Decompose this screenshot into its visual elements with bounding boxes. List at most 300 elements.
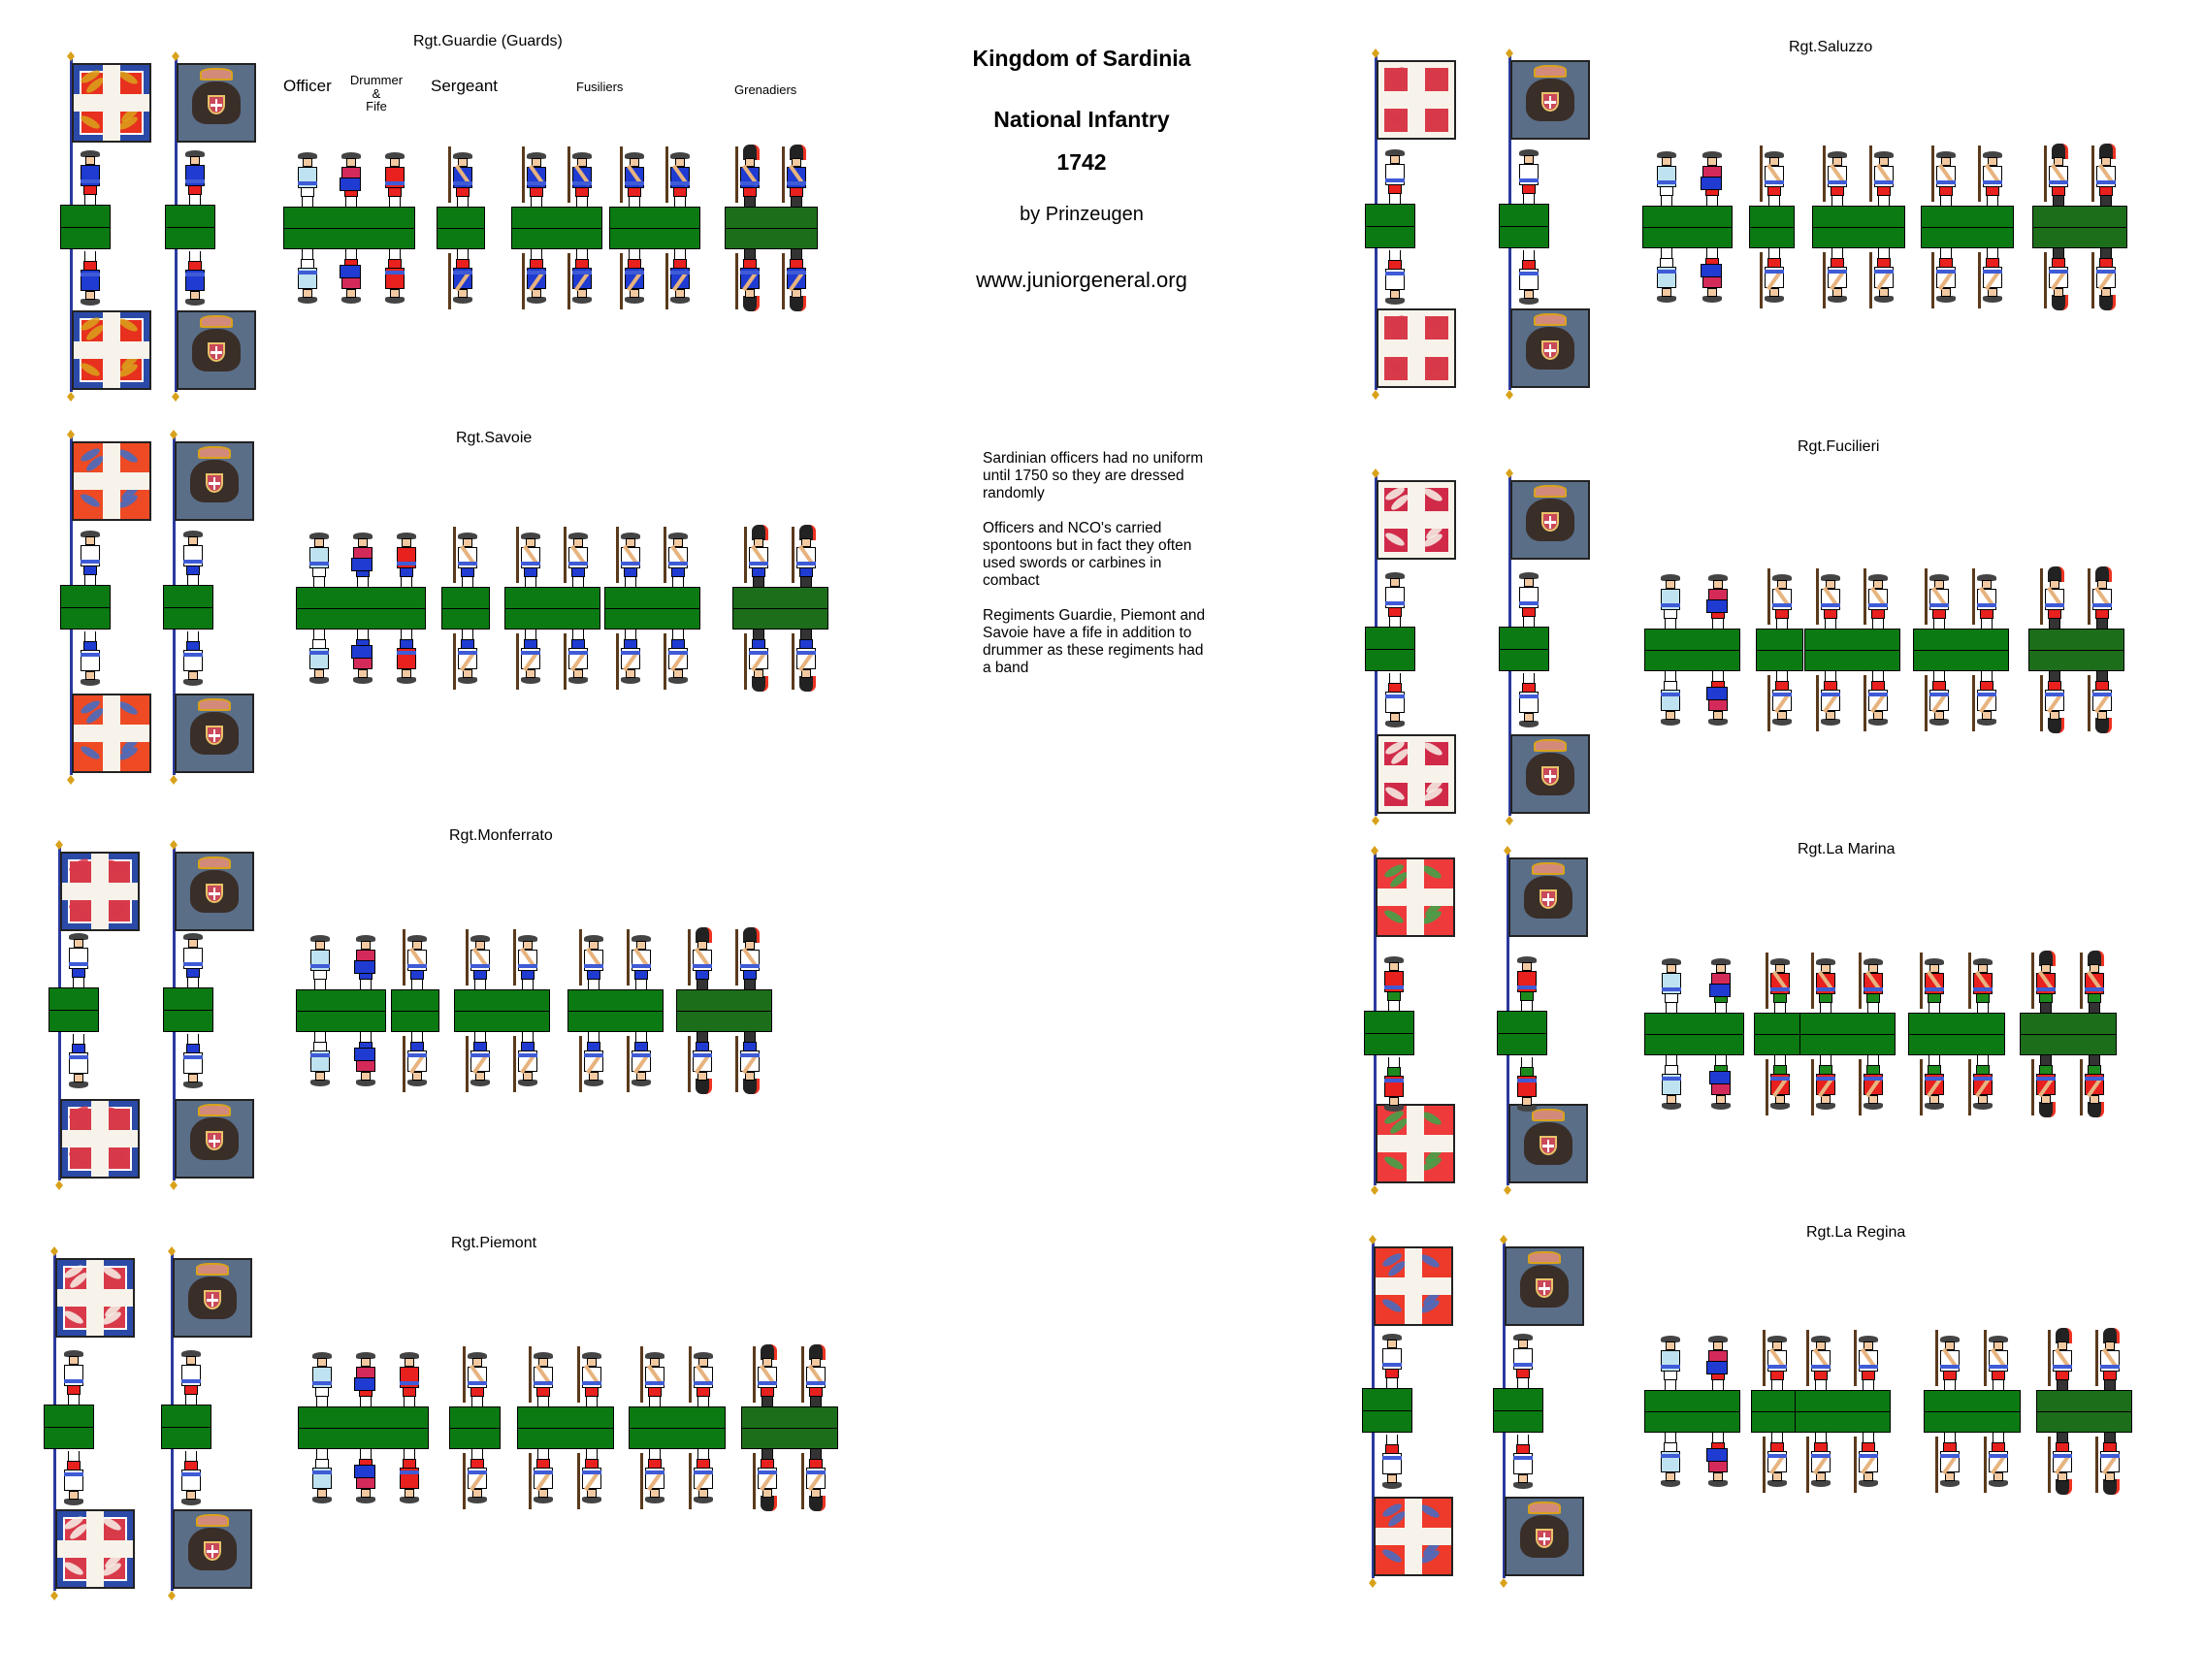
standard-bearer-base bbox=[60, 585, 111, 630]
gaiters bbox=[1768, 196, 1780, 206]
musket-icon bbox=[753, 1346, 756, 1403]
face bbox=[358, 538, 368, 547]
grenadier-figure bbox=[784, 152, 809, 209]
breeches bbox=[1819, 1065, 1832, 1075]
face bbox=[69, 1491, 79, 1500]
breeches bbox=[2103, 1442, 2117, 1452]
gaiters bbox=[1706, 248, 1718, 258]
fusilier-group-1-base bbox=[1804, 629, 1900, 671]
breeches bbox=[587, 1042, 600, 1051]
musket-icon bbox=[453, 527, 456, 583]
musket-icon bbox=[1811, 1059, 1814, 1115]
waist-sash bbox=[468, 1381, 487, 1385]
tricorne-icon bbox=[356, 1080, 375, 1086]
finial-icon bbox=[1506, 48, 1513, 58]
fusilier-figure bbox=[1927, 574, 1952, 630]
breeches bbox=[1522, 683, 1536, 693]
waist-sash bbox=[1661, 693, 1680, 696]
colonel-colour-flag bbox=[60, 1099, 140, 1179]
breeches bbox=[1660, 186, 1673, 196]
gaiters bbox=[629, 197, 640, 207]
standard-bearer-figure-mirrored bbox=[180, 630, 206, 686]
waist-sash bbox=[527, 271, 546, 275]
breeches bbox=[1932, 609, 1946, 619]
tricorne-icon bbox=[453, 297, 472, 304]
musket-icon bbox=[2095, 1330, 2098, 1386]
standard-bearer-base bbox=[1364, 1011, 1414, 1055]
face bbox=[1666, 711, 1675, 720]
officer-figure-mirrored bbox=[1658, 1431, 1683, 1487]
gaiters bbox=[753, 577, 764, 587]
breeches bbox=[1992, 1371, 2005, 1380]
gaiters bbox=[2096, 671, 2108, 681]
tricorne-icon bbox=[181, 1499, 201, 1505]
face bbox=[811, 1489, 821, 1498]
fusilier-figure-mirrored bbox=[579, 1447, 604, 1503]
musket-icon bbox=[463, 1453, 466, 1509]
musket-icon bbox=[1760, 145, 1763, 202]
standard-bearer-base bbox=[60, 205, 111, 249]
drum-icon bbox=[351, 645, 373, 659]
breeches bbox=[2103, 1371, 2117, 1380]
grenadier-figure bbox=[746, 533, 771, 589]
waist-sash bbox=[1859, 1454, 1878, 1458]
tricorne-icon bbox=[1864, 1103, 1883, 1110]
waist-sash bbox=[1661, 1365, 1680, 1369]
tricorne-icon bbox=[1925, 1103, 1944, 1110]
fusilier-figure bbox=[1818, 574, 1843, 630]
gaiters bbox=[1825, 619, 1836, 629]
face bbox=[636, 1072, 646, 1081]
waist-sash bbox=[453, 181, 472, 185]
grenadier-figure-mirrored bbox=[2033, 1053, 2058, 1110]
fusilier-figure bbox=[667, 152, 693, 209]
face bbox=[1982, 711, 1992, 720]
waist-sash bbox=[584, 1053, 603, 1057]
fusilier-figure-mirrored bbox=[468, 1030, 493, 1086]
face bbox=[1524, 155, 1534, 164]
face bbox=[472, 1489, 482, 1498]
waist-sash bbox=[2049, 180, 2068, 184]
musket-icon bbox=[627, 1036, 630, 1092]
breeches bbox=[184, 1461, 198, 1470]
waist-sash bbox=[1983, 180, 2002, 184]
gaiters bbox=[1389, 194, 1401, 204]
musket-icon bbox=[1968, 953, 1971, 1009]
grenadier-figure-mirrored bbox=[737, 1030, 762, 1086]
musket-icon bbox=[1931, 252, 1934, 308]
waist-sash bbox=[632, 1053, 651, 1057]
waist-sash bbox=[2045, 693, 2064, 696]
waist-sash bbox=[1874, 270, 1894, 274]
fusilier-figure bbox=[1861, 958, 1886, 1015]
waist-sash bbox=[632, 964, 651, 968]
face bbox=[1707, 288, 1717, 297]
breeches bbox=[571, 639, 585, 649]
breeches bbox=[673, 259, 687, 269]
musket-icon bbox=[627, 929, 630, 985]
standard-bearer-figure-mirrored bbox=[1382, 248, 1408, 305]
fusilier-group-1-base bbox=[1812, 206, 1905, 248]
face bbox=[1713, 1472, 1723, 1481]
gaiters bbox=[2104, 1380, 2116, 1390]
musket-icon bbox=[2044, 145, 2047, 202]
waist-sash bbox=[1816, 1077, 1835, 1081]
grenadier-cap-icon bbox=[752, 676, 768, 692]
waist-sash bbox=[1519, 178, 1539, 182]
regimental-colour-flag bbox=[175, 694, 254, 773]
standard-bearer-figure bbox=[180, 933, 206, 989]
musket-icon bbox=[640, 1346, 643, 1403]
gaiters bbox=[471, 1397, 483, 1406]
finial-icon bbox=[170, 1180, 178, 1190]
musket-icon bbox=[1859, 1059, 1862, 1115]
face bbox=[85, 156, 95, 165]
fusilier-figure bbox=[1856, 1336, 1881, 1392]
musket-icon bbox=[403, 1036, 405, 1092]
breeches bbox=[809, 1387, 823, 1397]
breeches bbox=[536, 1387, 550, 1397]
musket-icon bbox=[1869, 252, 1872, 308]
regimental-colour-flag bbox=[173, 1258, 252, 1338]
musket-icon bbox=[1811, 953, 1814, 1009]
fusilier-figure-mirrored bbox=[524, 247, 549, 304]
gaiters bbox=[791, 249, 802, 259]
musket-icon bbox=[1816, 675, 1819, 731]
fusilier-figure bbox=[579, 1352, 604, 1408]
face bbox=[1666, 1472, 1675, 1481]
waist-sash bbox=[2036, 1077, 2056, 1081]
savoy-cross-icon bbox=[1408, 736, 1426, 812]
standard-bearer-figure bbox=[1382, 149, 1408, 206]
crown-icon bbox=[1532, 862, 1565, 874]
tricorne-icon bbox=[1859, 1480, 1878, 1487]
face bbox=[317, 1489, 327, 1498]
fusilier-figure bbox=[1974, 574, 1999, 630]
grenadier-cap-icon bbox=[790, 296, 806, 311]
grenadier-figure-mirrored bbox=[690, 1030, 715, 1086]
musket-icon bbox=[2091, 145, 2094, 202]
gaiters bbox=[189, 195, 201, 205]
fusilier-figure-mirrored bbox=[569, 247, 595, 304]
breeches bbox=[461, 567, 474, 577]
waist-sash bbox=[796, 651, 816, 655]
musket-icon bbox=[1869, 145, 1872, 202]
grenadier-cap-icon bbox=[809, 1496, 826, 1511]
breeches bbox=[410, 970, 424, 980]
gaiters bbox=[1706, 196, 1718, 206]
face bbox=[361, 1489, 371, 1498]
grenadier-figure-mirrored bbox=[784, 247, 809, 304]
breeches bbox=[1943, 1371, 1957, 1380]
musket-icon bbox=[2080, 1059, 2083, 1115]
gaiters bbox=[68, 1395, 80, 1405]
standard-bearer-figure-mirrored bbox=[1510, 1433, 1536, 1489]
waist-sash bbox=[1657, 270, 1676, 274]
gaiters bbox=[1993, 1433, 2004, 1442]
standard-bearer-figure-mirrored bbox=[1516, 671, 1541, 727]
breeches bbox=[1664, 1442, 1677, 1452]
finial-icon bbox=[67, 392, 75, 402]
fusilier-figure bbox=[1813, 958, 1838, 1015]
standard-bearer-base bbox=[1497, 1011, 1547, 1055]
breeches bbox=[83, 261, 97, 271]
musket-icon bbox=[640, 1453, 643, 1509]
waist-sash bbox=[1828, 180, 1847, 184]
flame-pattern-icon bbox=[63, 1308, 85, 1326]
colonel-colour-flag bbox=[55, 1509, 135, 1589]
tricorne-icon bbox=[1868, 719, 1888, 726]
gaiters bbox=[672, 577, 684, 587]
face bbox=[412, 1072, 422, 1081]
face bbox=[346, 158, 356, 167]
face bbox=[1667, 1095, 1676, 1104]
breeches bbox=[470, 1459, 484, 1469]
website-link[interactable]: www.juniorgeneral.org bbox=[976, 268, 1187, 292]
musket-icon bbox=[453, 633, 456, 690]
colonel-colour-flag bbox=[1377, 480, 1456, 560]
drummer-figure-mirrored bbox=[339, 247, 364, 304]
breeches bbox=[67, 1385, 81, 1395]
colonel-colour-flag bbox=[60, 852, 140, 931]
gaiters bbox=[313, 630, 325, 639]
tricorne-icon bbox=[353, 677, 373, 684]
waist-sash bbox=[2096, 270, 2116, 274]
waist-sash bbox=[1657, 180, 1676, 184]
regiment-label: Rgt.Guardie (Guards) bbox=[413, 33, 563, 49]
gaiters bbox=[525, 577, 536, 587]
waist-sash bbox=[1973, 987, 1993, 991]
waist-sash bbox=[458, 651, 477, 655]
face bbox=[1868, 964, 1878, 973]
waist-sash bbox=[787, 271, 806, 275]
grenadier-cap-icon bbox=[2099, 295, 2116, 310]
breeches bbox=[809, 1459, 823, 1469]
gaiters bbox=[2100, 248, 2112, 258]
musket-icon bbox=[513, 1036, 516, 1092]
musket-icon bbox=[1864, 675, 1866, 731]
gaiters bbox=[1771, 1433, 1783, 1442]
waist-sash bbox=[1770, 987, 1790, 991]
face bbox=[358, 669, 368, 678]
finial-icon bbox=[67, 775, 75, 785]
face bbox=[801, 538, 811, 547]
waist-sash bbox=[309, 651, 329, 655]
tricorne-icon bbox=[1385, 298, 1405, 305]
drum-icon bbox=[351, 558, 373, 571]
gaiters bbox=[762, 1449, 773, 1459]
musket-icon bbox=[1984, 1437, 1987, 1493]
sergeant-figure-mirrored bbox=[1765, 1431, 1790, 1487]
fusilier-group-2-base bbox=[604, 587, 700, 630]
grenadier-group-base bbox=[676, 989, 772, 1032]
gaiters bbox=[635, 1032, 647, 1042]
breeches bbox=[313, 970, 327, 980]
standard-bearer-figure-mirrored bbox=[1516, 248, 1541, 305]
breeches bbox=[697, 1459, 710, 1469]
tricorne-icon bbox=[69, 1082, 88, 1088]
breeches bbox=[1939, 258, 1953, 268]
finial-icon bbox=[1369, 1578, 1377, 1588]
drummer-figure bbox=[353, 935, 378, 991]
face bbox=[1662, 157, 1671, 166]
standard-bearer-figure-mirrored bbox=[1514, 1055, 1540, 1112]
fusilier-figure-mirrored bbox=[691, 1447, 716, 1503]
fusilier-figure bbox=[618, 533, 643, 589]
gaiters bbox=[2089, 1003, 2100, 1013]
breeches bbox=[585, 1387, 599, 1397]
savoy-cross-icon bbox=[1408, 62, 1426, 138]
face bbox=[675, 289, 685, 298]
standard-bearer-figure-mirrored bbox=[66, 1032, 91, 1088]
fusilier-figure bbox=[1808, 1336, 1833, 1392]
gaiters bbox=[1666, 1055, 1677, 1065]
breeches bbox=[571, 567, 585, 577]
tricorne-icon bbox=[1816, 1103, 1835, 1110]
gaiters bbox=[1831, 196, 1843, 206]
finial-icon bbox=[67, 51, 75, 61]
gaiters bbox=[187, 631, 199, 641]
musket-icon bbox=[744, 633, 747, 690]
drum-icon bbox=[354, 1465, 375, 1478]
face bbox=[315, 1072, 325, 1081]
waist-sash bbox=[521, 651, 540, 655]
musket-icon bbox=[1920, 1059, 1923, 1115]
gaiters bbox=[629, 249, 640, 259]
face bbox=[314, 538, 324, 547]
waist-sash bbox=[693, 1053, 712, 1057]
gaiters bbox=[357, 577, 369, 587]
face bbox=[2097, 580, 2107, 589]
savoy-cross-icon bbox=[1408, 310, 1426, 386]
fusilier-figure bbox=[1970, 958, 1995, 1015]
musket-icon bbox=[516, 527, 519, 583]
waist-sash bbox=[1661, 603, 1680, 607]
face bbox=[1713, 580, 1723, 589]
musket-icon bbox=[744, 527, 747, 583]
breeches bbox=[799, 639, 813, 649]
finial-icon bbox=[1506, 816, 1513, 825]
face bbox=[74, 1074, 83, 1082]
breeches bbox=[1986, 258, 1999, 268]
fusilier-figure bbox=[665, 533, 691, 589]
grenadier-cap-icon bbox=[2048, 718, 2064, 733]
face bbox=[315, 941, 325, 950]
waist-sash bbox=[758, 1470, 777, 1474]
gaiters bbox=[649, 1449, 661, 1459]
fusilier-figure-mirrored bbox=[622, 247, 647, 304]
waist-sash bbox=[1989, 1454, 2008, 1458]
face bbox=[698, 1489, 708, 1498]
colonel-colour-flag bbox=[72, 694, 151, 773]
musket-icon bbox=[1978, 252, 1981, 308]
gaiters bbox=[1863, 1433, 1874, 1442]
drummer-figure bbox=[1708, 958, 1734, 1015]
officer-figure-mirrored bbox=[307, 628, 332, 684]
crown-icon bbox=[1528, 1251, 1561, 1263]
drummer-figure bbox=[350, 533, 375, 589]
gaiters bbox=[84, 251, 96, 261]
tricorne-icon bbox=[310, 1080, 330, 1086]
musket-icon bbox=[1823, 145, 1826, 202]
face bbox=[697, 1072, 707, 1081]
drum-icon bbox=[340, 265, 361, 278]
waist-sash bbox=[2053, 1365, 2072, 1369]
gaiters bbox=[1712, 1380, 1724, 1390]
gaiters bbox=[84, 195, 96, 205]
fusilier-figure-mirrored bbox=[1937, 1431, 1962, 1487]
face bbox=[2041, 1095, 2051, 1104]
grenadier-figure bbox=[2090, 574, 2115, 630]
tricorne-icon bbox=[1661, 1480, 1680, 1487]
breeches bbox=[186, 968, 200, 978]
face bbox=[1978, 1095, 1988, 1104]
musket-icon bbox=[2095, 1437, 2098, 1493]
gaiters bbox=[1665, 619, 1676, 629]
finial-icon bbox=[170, 430, 178, 439]
face bbox=[314, 669, 324, 678]
finial-icon bbox=[1369, 1235, 1377, 1244]
musket-icon bbox=[1854, 1330, 1857, 1386]
gaiters bbox=[1940, 196, 1952, 206]
waist-sash bbox=[806, 1381, 826, 1385]
fifer-figure bbox=[394, 533, 419, 589]
breeches bbox=[67, 1461, 81, 1470]
standard-bearer-figure-mirrored bbox=[61, 1449, 86, 1505]
musket-icon bbox=[1920, 953, 1923, 1009]
breeches bbox=[1520, 991, 1534, 1001]
gaiters bbox=[744, 249, 756, 259]
tricorne-icon bbox=[521, 677, 540, 684]
face bbox=[630, 289, 639, 298]
fusilier-figure bbox=[524, 152, 549, 209]
breeches bbox=[790, 259, 803, 269]
waist-sash bbox=[670, 271, 690, 275]
face bbox=[1873, 711, 1883, 720]
waist-sash bbox=[572, 181, 592, 185]
breeches bbox=[524, 639, 537, 649]
waist-sash bbox=[1925, 1077, 1944, 1081]
standard-bearer-figure bbox=[1379, 1334, 1405, 1390]
gaiters bbox=[522, 1032, 534, 1042]
breeches bbox=[410, 1042, 424, 1051]
face bbox=[2105, 1472, 2115, 1481]
breeches bbox=[2039, 993, 2053, 1003]
note-spontoons: Officers and NCO's carried spontoons but in fact they often used swords or carbines in combact bbox=[983, 520, 1192, 589]
fusilier-figure bbox=[1825, 151, 1850, 208]
fusilier-group-1-base bbox=[511, 207, 602, 249]
face bbox=[1707, 157, 1717, 166]
face bbox=[74, 939, 83, 948]
face bbox=[526, 669, 535, 678]
regimental-colour-flag bbox=[1510, 734, 1590, 814]
fusilier-figure bbox=[1933, 151, 1959, 208]
breeches bbox=[1522, 607, 1536, 617]
finial-icon bbox=[1372, 816, 1379, 825]
finial-icon bbox=[1504, 1185, 1511, 1195]
breeches bbox=[1871, 681, 1885, 691]
standard-bearer-base bbox=[163, 987, 213, 1032]
musket-icon bbox=[782, 253, 785, 309]
tricorne-icon bbox=[312, 1497, 332, 1503]
gaiters bbox=[1872, 619, 1884, 629]
face bbox=[303, 289, 312, 298]
grenadier-figure bbox=[2046, 151, 2071, 208]
waist-sash bbox=[2096, 180, 2116, 184]
waist-sash bbox=[397, 651, 416, 655]
fusilier-figure bbox=[1986, 1336, 2011, 1392]
column-label-fusiliers: Fusiliers bbox=[576, 80, 624, 94]
